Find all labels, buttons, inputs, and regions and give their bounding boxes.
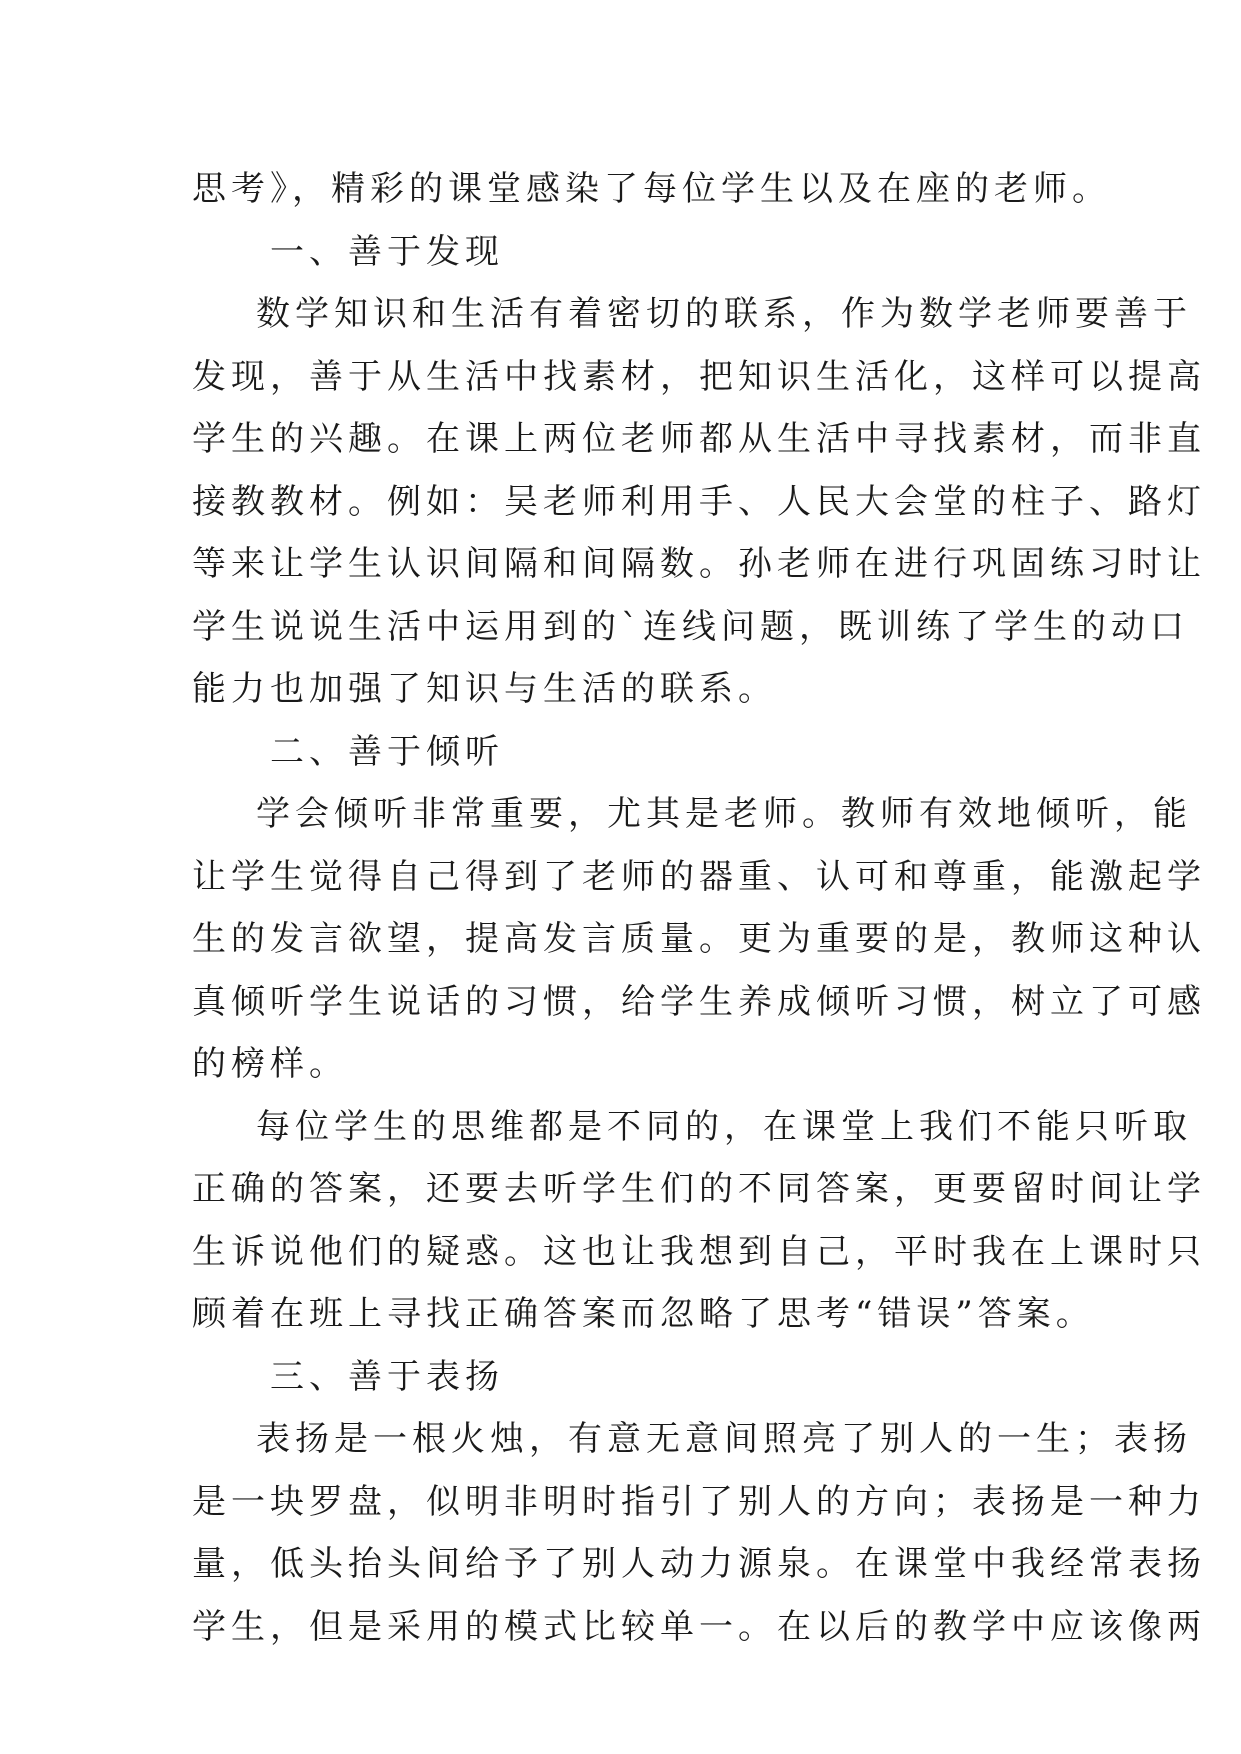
paragraph-line: 是一块罗盘，似明非明时指引了别人的方向；表扬是一种力	[192, 1481, 1206, 1522]
document-body	[192, 158, 1206, 1658]
paragraph-line: 正确的答案，还要去听学生们的不同答案，更要留时间让学	[192, 1169, 1206, 1209]
paragraph-line: 顾着在班上寻找正确答案而忽略了思考“错误”答案。	[192, 1294, 1095, 1334]
paragraph-line: 等来让学生认识间隔和间隔数。孙老师在进行巩固练习时让	[192, 544, 1206, 584]
paragraph-line: 学生，但是采用的模式比较单一。在以后的教学中应该像两	[192, 1606, 1206, 1647]
paragraph-line: 发现，善于从生活中找素材，把知识生活化，这样可以提高	[192, 356, 1206, 397]
paragraph-line: 学生的兴趣。在课上两位老师都从生活中寻找素材，而非直	[192, 419, 1206, 459]
paragraph-line: 的榜样。	[192, 1044, 348, 1084]
paragraph-line: 让学生觉得自己得到了老师的器重、认可和尊重，能激起学	[192, 856, 1206, 897]
paragraph-line: 每位学生的思维都是不同的，在课堂上我们不能只听取	[256, 1106, 1192, 1147]
paragraph-line: 表扬是一根火烛，有意无意间照亮了别人的一生；表扬	[256, 1419, 1192, 1459]
paragraph-line: 真倾听学生说话的习惯，给学生养成倾听习惯，树立了可感	[192, 981, 1206, 1022]
paragraph-line: 数学知识和生活有着密切的联系，作为数学老师要善于	[256, 294, 1192, 334]
paragraph-line: 生的发言欲望，提高发言质量。更为重要的是，教师这种认	[192, 919, 1206, 959]
paragraph-line: 思考》，精彩的课堂感染了每位学生以及在座的老师。	[192, 169, 1111, 209]
section-heading-2: 二、善于倾听	[270, 731, 504, 772]
paragraph-line: 学生说说生活中运用到的`连线问题，既训练了学生的动口	[192, 606, 1189, 647]
paragraph-line: 学会倾听非常重要，尤其是老师。教师有效地倾听，能	[256, 794, 1192, 834]
paragraph-line: 能力也加强了知识与生活的联系。	[192, 669, 777, 709]
section-heading-1: 一、善于发现	[270, 231, 504, 272]
section-heading-3: 三、善于表扬	[270, 1356, 504, 1397]
paragraph-line: 量，低头抬头间给予了别人动力源泉。在课堂中我经常表扬	[192, 1544, 1206, 1584]
paragraph-line: 生诉说他们的疑惑。这也让我想到自己，平时我在上课时只	[192, 1231, 1206, 1272]
paragraph-line: 接教教材。例如：吴老师利用手、人民大会堂的柱子、路灯	[192, 481, 1206, 522]
